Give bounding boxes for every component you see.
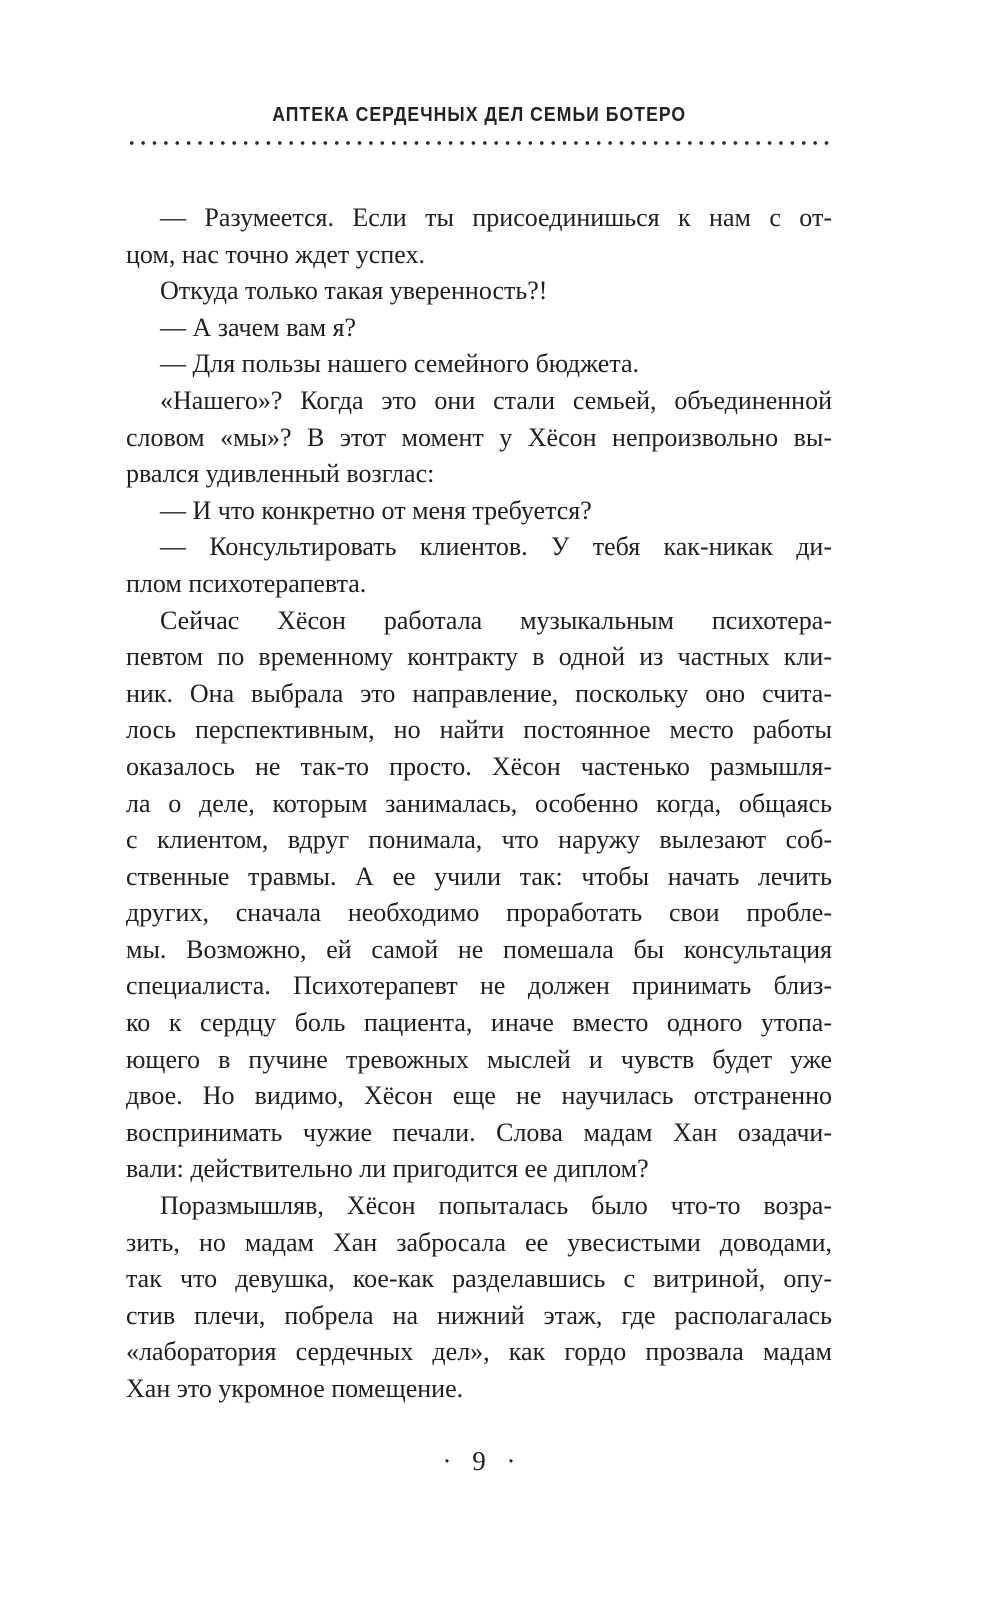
text-line: других, сначала необходимо проработать свои пробле- [126, 898, 832, 928]
paragraph [126, 383, 832, 493]
text-line: двое. Но видимо, Хёсон еще не научилась отстраненно [126, 1081, 832, 1111]
paragraph [126, 529, 832, 602]
page-text [126, 200, 832, 1408]
running-header-title: АПТЕКА СЕРДЕЧНЫХ ДЕЛ СЕМЬИ БОТЕРО [272, 104, 686, 126]
text-line: Хан это укромное помещение. [126, 1374, 464, 1403]
text-line: Откуда только такая уверенность?! [160, 276, 548, 306]
text-line: цом, нас точно ждет успех. [126, 239, 425, 269]
paragraph [126, 200, 832, 273]
text-line: певтом по временному контракту в одной из частных кли- [126, 642, 832, 672]
text-line: рвался удивленный возглас: [126, 459, 435, 489]
paragraph [126, 273, 832, 310]
text-line: зить, но мадам Хан забросала ее увесистыми доводами, [126, 1227, 832, 1257]
text-line: «лаборатория сердечных дел», как гордо прозвала мадам [126, 1337, 832, 1367]
text-line: Поразмышляв, Хёсон попыталась было что-то возра- [160, 1191, 832, 1221]
running-header [126, 104, 832, 127]
paragraph [126, 1188, 832, 1408]
text-line: — И что конкретно от меня требуется? [160, 495, 592, 525]
text-line: — Для пользы нашего семейного бюджета. [160, 349, 640, 379]
text-line: лось перспективным, но найти постоянное место работы [126, 715, 832, 745]
text-line: мы. Возможно, ей самой не помешала бы консультация [126, 934, 832, 964]
text-line: — Консультировать клиентов. У тебя как-никак ди- [160, 532, 832, 562]
dotted-divider [126, 139, 832, 147]
text-line: — А зачем вам я? [160, 312, 357, 342]
text-line: ко к сердцу боль пациента, иначе вместо одного утопа- [126, 1008, 832, 1038]
text-line: ла о деле, которым занималась, особенно когда, общаясь [126, 788, 832, 818]
paragraph [126, 603, 832, 1189]
page-number: · 9 · [442, 1446, 516, 1476]
paragraph [126, 346, 832, 383]
text-line: плом психотерапевта. [126, 568, 367, 598]
text-line: воспринимать чужие печали. Слова мадам Хан озадачи- [126, 1117, 832, 1147]
text-line: так что девушка, кое-как разделавшись с витриной, опу- [126, 1264, 832, 1294]
text-line: «Нашего»? Когда это они стали семьей, объединенной [160, 385, 832, 415]
text-line: специалиста. Психотерапевт не должен принимать близ- [126, 971, 832, 1001]
text-line: ник. Она выбрала это направление, поскольку оно счита- [126, 678, 832, 708]
text-line: оказалось не так-то просто. Хёсон частенько размышля- [126, 751, 832, 781]
text-line: с клиентом, вдруг понимала, что наружу вылезают соб- [126, 825, 832, 855]
text-line: ющего в пучине тревожных мыслей и чувств будет уже [126, 1044, 832, 1074]
text-line: вали: действительно ли пригодится ее диплом? [126, 1154, 649, 1184]
paragraph [126, 493, 832, 530]
paragraph [126, 310, 832, 347]
text-line: Сейчас Хёсон работала музыкальным психотера- [160, 605, 832, 635]
text-line: словом «мы»? В этот момент у Хёсон непроизвольно вы- [126, 422, 832, 452]
text-line: ственные травмы. А ее учили так: чтобы начать лечить [126, 861, 832, 891]
text-line: стив плечи, побрела на нижний этаж, где располагалась [126, 1300, 832, 1330]
text-line: — Разумеется. Если ты присоединишься к нам с от- [160, 203, 832, 232]
